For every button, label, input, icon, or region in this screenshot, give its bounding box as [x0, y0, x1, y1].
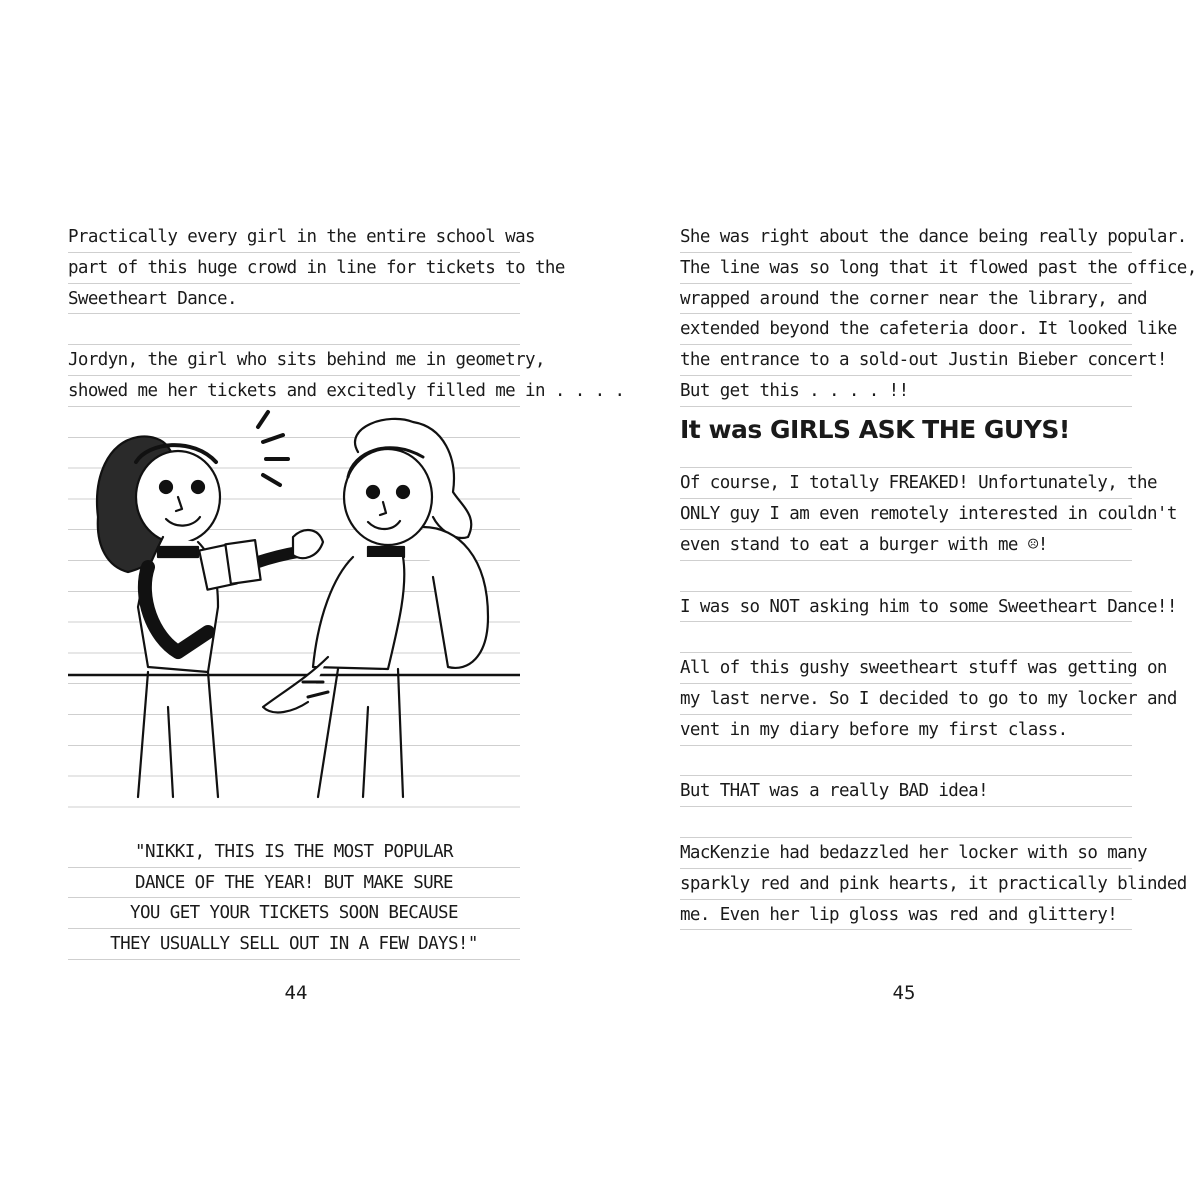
right-page — [680, 222, 1197, 930]
left-page — [68, 222, 625, 960]
text-line: wrapped around the corner near the library, and — [680, 284, 1132, 315]
text-line: ONLY guy I am even remotely interested in couldn't — [680, 499, 1132, 530]
text-line: me. Even her lip gloss was red and glittery! — [680, 900, 1132, 931]
text-line: extended beyond the cafeteria door. It looked like — [680, 314, 1132, 345]
text-line: I was so NOT asking him to some Sweetheart Dance!! — [680, 592, 1132, 623]
caption-line: "NIKKI, THIS IS THE MOST POPULAR — [68, 837, 520, 868]
caption-line: DANCE OF THE YEAR! BUT MAKE SURE — [68, 868, 520, 899]
headline: It was GIRLS ASK THE GUYS! — [680, 407, 1132, 469]
blank-line — [680, 807, 1132, 838]
text-line: sparkly red and pink hearts, it practically blinded — [680, 869, 1132, 900]
blank-line — [68, 314, 520, 345]
text-line: part of this huge crowd in line for tickets to the — [68, 253, 520, 284]
text-line: But THAT was a really BAD idea! — [680, 776, 1132, 807]
text-line: the entrance to a sold-out Justin Bieber concert! — [680, 345, 1132, 376]
text-line: She was right about the dance being really popular. — [680, 222, 1132, 253]
text-line: Sweetheart Dance. — [68, 284, 520, 315]
page-number-left: 44 — [284, 982, 308, 1004]
caption-line: YOU GET YOUR TICKETS SOON BECAUSE — [68, 898, 520, 929]
illustration-two-girls — [68, 407, 520, 837]
text-line: All of this gushy sweetheart stuff was getting on — [680, 653, 1132, 684]
blank-line — [680, 746, 1132, 777]
text-line: But get this . . . . !! — [680, 376, 1132, 407]
text-line: MacKenzie had bedazzled her locker with so many — [680, 838, 1132, 869]
text-line: even stand to eat a burger with me ☹! — [680, 530, 1132, 561]
text-line: Jordyn, the girl who sits behind me in geometry, — [68, 345, 520, 376]
caption-line: THEY USUALLY SELL OUT IN A FEW DAYS!" — [68, 929, 520, 960]
text-line: Of course, I totally FREAKED! Unfortunately, the — [680, 468, 1132, 499]
blank-line — [680, 622, 1132, 653]
blank-line — [680, 561, 1132, 592]
illustration-drawing — [68, 407, 520, 837]
text-line: The line was so long that it flowed past the office, — [680, 253, 1132, 284]
text-line: showed me her tickets and excitedly filled me in . . . . — [68, 376, 520, 407]
page-number-right: 45 — [892, 982, 916, 1004]
text-line: Practically every girl in the entire school was — [68, 222, 520, 253]
text-line: vent in my diary before my first class. — [680, 715, 1132, 746]
text-line: my last nerve. So I decided to go to my locker and — [680, 684, 1132, 715]
